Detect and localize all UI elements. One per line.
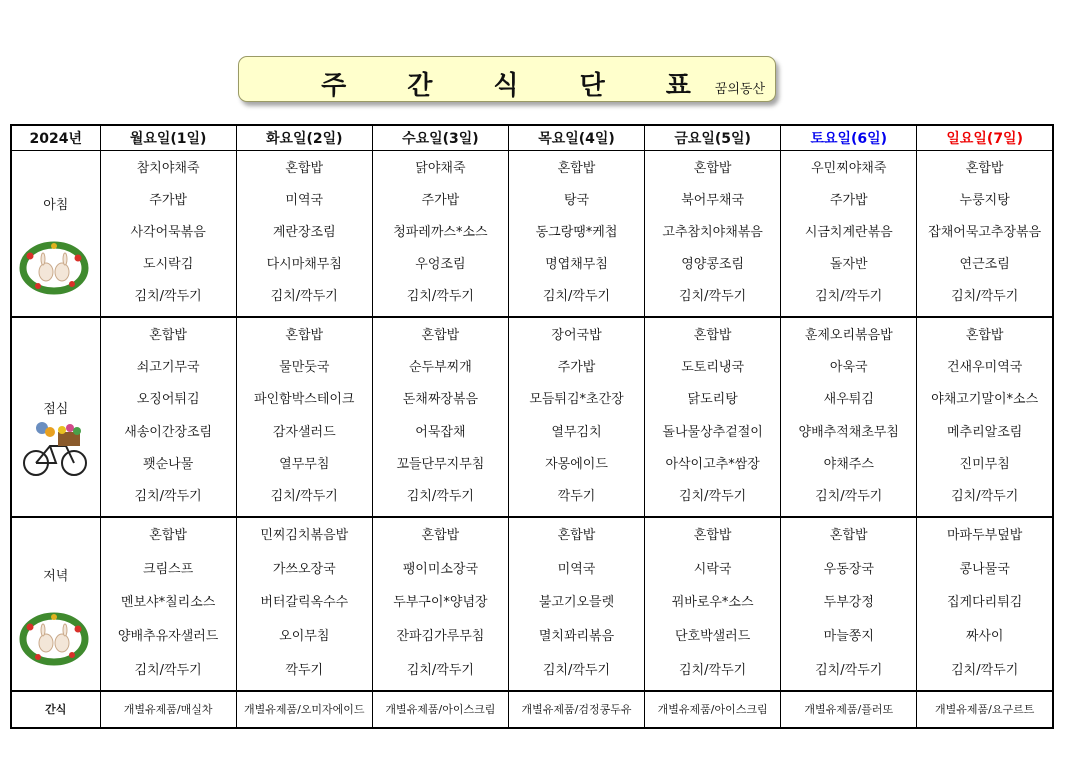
title-banner <box>238 56 776 102</box>
menu-item: 김치/깍두기 <box>815 289 883 305</box>
menu-item: 혼합밥 <box>693 161 732 177</box>
menu-item: 연근조림 <box>959 257 1010 273</box>
menu-item: 혼합밥 <box>965 161 1004 177</box>
menu-item: 오이무침 <box>279 629 330 645</box>
menu-item: 잔파김가루무침 <box>396 629 485 645</box>
menu-item: 닭도리탕 <box>687 392 738 408</box>
menu-item: 꽷순나물 <box>143 456 194 472</box>
meal-row-breakfast <box>11 151 1053 317</box>
menu-item: 혼합밥 <box>149 327 187 343</box>
menu-item: 청파레까스*소스 <box>393 225 488 241</box>
menu-item: 열무김치 <box>551 424 602 440</box>
menu-cell-breakfast-sat <box>781 151 917 317</box>
menu-cell-breakfast-fri <box>645 151 781 317</box>
menu-item: 김치/깍두기 <box>951 662 1019 678</box>
menu-item: 돌자반 <box>829 257 868 273</box>
snack-row <box>11 691 1053 728</box>
day-header-wed: 수요일(3일) <box>372 125 508 151</box>
menu-item: 혼합밥 <box>421 528 460 544</box>
menu-item: 혼합밥 <box>421 327 460 343</box>
menu-item: 참치야채죽 <box>136 161 200 177</box>
meal-label: 저녁 <box>43 568 69 584</box>
menu-item: 아욱국 <box>829 359 868 375</box>
menu-item: 꼬들단무지무침 <box>396 456 485 472</box>
menu-cell-lunch-sun <box>917 317 1053 517</box>
weekly-menu-table <box>10 124 1054 729</box>
menu-item: 물만둣국 <box>279 359 330 375</box>
menu-item: 돈채짜장볶음 <box>402 392 479 408</box>
menu-item: 멘보샤*칠리소스 <box>120 595 216 611</box>
menu-item: 미역국 <box>557 561 596 577</box>
meal-label-cell <box>11 517 100 691</box>
menu-cell-dinner-mon <box>100 517 236 691</box>
day-header-thu: 목요일(4일) <box>508 125 644 151</box>
menu-item: 혼합밥 <box>693 327 732 343</box>
menu-item: 혼합밥 <box>965 327 1004 343</box>
menu-item: 계란장조림 <box>272 225 336 241</box>
menu-item: 진미무침 <box>959 456 1010 472</box>
menu-item: 우동장국 <box>823 561 874 577</box>
menu-cell-lunch-sat <box>781 317 917 517</box>
snack-cell-thu: 개별유제품/검정콩두유 <box>508 691 644 728</box>
page-subtitle: 꿈의동산 <box>714 82 765 97</box>
menu-item: 양배추유자샐러드 <box>117 629 219 645</box>
menu-item: 영양콩조림 <box>681 257 745 273</box>
menu-item: 다시마채무침 <box>266 257 342 273</box>
menu-item: 미역국 <box>285 193 324 209</box>
snack-cell-wed: 개별유제품/아이스크림 <box>372 691 508 728</box>
day-header-mon: 월요일(1일) <box>100 125 236 151</box>
menu-cell-breakfast-tue <box>236 151 372 317</box>
meal-label: 아침 <box>43 198 69 213</box>
snack-cell-tue: 개별유제품/오미자에이드 <box>236 691 372 728</box>
menu-item: 주가밥 <box>421 193 460 209</box>
menu-item: 김치/깍두기 <box>406 662 474 678</box>
menu-item: 새우튀김 <box>823 392 874 408</box>
menu-item: 자몽에이드 <box>545 456 608 472</box>
menu-item: 혼합밥 <box>557 528 596 544</box>
menu-item: 닭야채죽 <box>415 161 466 177</box>
menu-cell-breakfast-thu <box>508 151 644 317</box>
menu-item: 주가밥 <box>557 359 596 375</box>
menu-item: 감자샐러드 <box>272 424 336 440</box>
menu-item: 깍두기 <box>557 489 596 505</box>
menu-item: 도토리냉국 <box>681 359 745 375</box>
menu-cell-dinner-sat <box>781 517 917 691</box>
menu-item: 두부강정 <box>823 595 874 611</box>
menu-item: 가쓰오장국 <box>272 561 336 577</box>
menu-item: 김치/깍두기 <box>270 289 338 305</box>
snack-cell-sun: 개별유제품/요구르트 <box>917 691 1053 728</box>
menu-item: 누룽지탕 <box>959 193 1010 209</box>
menu-cell-breakfast-wed <box>372 151 508 317</box>
menu-cell-breakfast-sun <box>917 151 1053 317</box>
menu-item: 순두부찌개 <box>408 359 472 375</box>
menu-item: 마늘쫑지 <box>823 629 874 645</box>
flower-bicycle-icon <box>20 418 90 482</box>
menu-item: 주가밥 <box>829 193 868 209</box>
menu-item: 시금치계란볶음 <box>804 225 893 241</box>
menu-item: 김치/깍두기 <box>679 289 747 305</box>
menu-cell-dinner-tue <box>236 517 372 691</box>
menu-item: 깍두기 <box>285 662 324 678</box>
menu-item: 김치/깍두기 <box>815 662 883 678</box>
menu-item: 마파두부덮밥 <box>946 528 1023 544</box>
menu-item: 우엉조림 <box>415 257 466 273</box>
menu-item: 김치/깍두기 <box>815 489 883 505</box>
menu-item: 어묵잡채 <box>415 424 466 440</box>
menu-cell-lunch-mon <box>100 317 236 517</box>
snack-cell-mon: 개별유제품/매실차 <box>100 691 236 728</box>
menu-item: 혼합밥 <box>829 528 868 544</box>
menu-item: 북어무채국 <box>681 193 745 209</box>
menu-item: 김치/깍두기 <box>134 289 202 305</box>
snack-cell-fri: 개별유제품/아이스크림 <box>645 691 781 728</box>
menu-item: 모듬튀김*초간장 <box>529 392 624 408</box>
menu-item: 탕국 <box>563 193 590 209</box>
menu-item: 김치/깍두기 <box>679 489 747 505</box>
menu-item: 도시락김 <box>143 257 194 273</box>
menu-item: 돌나물상추겉절이 <box>662 424 763 440</box>
menu-cell-lunch-wed <box>372 317 508 517</box>
bunny-wreath-icon <box>18 611 90 671</box>
header-row <box>11 125 1053 151</box>
menu-item: 장어국밥 <box>551 327 602 343</box>
menu-item: 팽이미소장국 <box>402 561 479 577</box>
menu-item: 버터갈릭옥수수 <box>260 595 349 611</box>
menu-item: 짜사이 <box>965 629 1004 645</box>
menu-item: 불고기오믈렛 <box>538 595 615 611</box>
menu-cell-lunch-tue <box>236 317 372 517</box>
menu-item: 김치/깍두기 <box>134 489 202 505</box>
menu-item: 사각어묵볶음 <box>130 225 206 241</box>
menu-item: 아삭이고추*쌈장 <box>665 456 760 472</box>
menu-cell-lunch-fri <box>645 317 781 517</box>
menu-cell-dinner-fri <box>645 517 781 691</box>
menu-item: 혼합밥 <box>693 528 732 544</box>
menu-cell-lunch-thu <box>508 317 644 517</box>
year-header: 2024년 <box>11 125 100 151</box>
menu-item: 두부구이*양념장 <box>393 595 488 611</box>
menu-cell-breakfast-mon <box>100 151 236 317</box>
day-header-sun: 일요일(7일) <box>917 125 1053 151</box>
menu-cell-dinner-sun <box>917 517 1053 691</box>
menu-cell-dinner-wed <box>372 517 508 691</box>
page-title: 주 간 식 단 표 <box>321 71 717 101</box>
menu-item: 멸치꽈리볶음 <box>538 629 615 645</box>
menu-item: 김치/깍두기 <box>542 289 611 305</box>
menu-item: 동그랑땡*케첩 <box>535 225 618 241</box>
menu-item: 단호박샐러드 <box>674 629 751 645</box>
menu-item: 파인함박스테이크 <box>254 392 355 408</box>
day-header-tue: 화요일(2일) <box>236 125 372 151</box>
menu-item: 집게다리튀김 <box>946 595 1023 611</box>
snack-label: 간식 <box>11 691 100 728</box>
menu-item: 김치/깍두기 <box>134 662 202 678</box>
menu-cell-dinner-thu <box>508 517 644 691</box>
meal-label-cell <box>11 317 100 517</box>
menu-item: 김치/깍두기 <box>406 289 474 305</box>
menu-item: 크림스프 <box>143 561 194 577</box>
meal-row-dinner <box>11 517 1053 691</box>
menu-item: 우민찌야채죽 <box>811 161 887 177</box>
meal-row-lunch <box>11 317 1053 517</box>
menu-item: 혼합밥 <box>285 327 324 343</box>
menu-item: 주가밥 <box>149 193 187 209</box>
bunny-wreath-icon <box>18 240 90 300</box>
day-header-fri: 금요일(5일) <box>645 125 781 151</box>
menu-item: 혼합밥 <box>285 161 324 177</box>
meal-label: 점심 <box>43 401 69 417</box>
menu-item: 혼합밥 <box>557 161 596 177</box>
menu-item: 김치/깍두기 <box>270 489 338 505</box>
menu-item: 잡채어묵고추장볶음 <box>928 225 1042 241</box>
menu-item: 쇠고기무국 <box>136 359 200 375</box>
menu-item: 오징어튀김 <box>136 392 200 408</box>
menu-item: 콩나물국 <box>959 561 1010 577</box>
menu-item: 고추참치야채볶음 <box>662 225 763 241</box>
meal-label-cell <box>11 151 100 317</box>
menu-item: 야채고기말이*소스 <box>931 392 1039 408</box>
snack-cell-sat: 개별유제품/플러또 <box>781 691 917 728</box>
menu-item: 김치/깍두기 <box>406 489 474 505</box>
menu-item: 꿔바로우*소스 <box>671 595 754 611</box>
menu-item: 명엽채무침 <box>545 257 608 273</box>
menu-item: 혼합밥 <box>149 528 187 544</box>
menu-item: 김치/깍두기 <box>951 289 1019 305</box>
menu-item: 새송이간장조림 <box>124 424 213 440</box>
menu-item: 민찌김치볶음밥 <box>260 528 349 544</box>
menu-item: 김치/깍두기 <box>951 489 1019 505</box>
menu-item: 훈제오리볶음밥 <box>804 327 893 343</box>
menu-item: 야채주스 <box>823 456 874 472</box>
menu-item: 김치/깍두기 <box>679 662 747 678</box>
menu-item: 열무무침 <box>279 456 330 472</box>
menu-item: 김치/깍두기 <box>542 662 611 678</box>
menu-item: 메추리알조림 <box>946 424 1023 440</box>
menu-item: 양배추적채초무침 <box>798 424 899 440</box>
menu-item: 시락국 <box>693 561 732 577</box>
menu-item: 건새우미역국 <box>946 359 1023 375</box>
day-header-sat: 토요일(6일) <box>781 125 917 151</box>
